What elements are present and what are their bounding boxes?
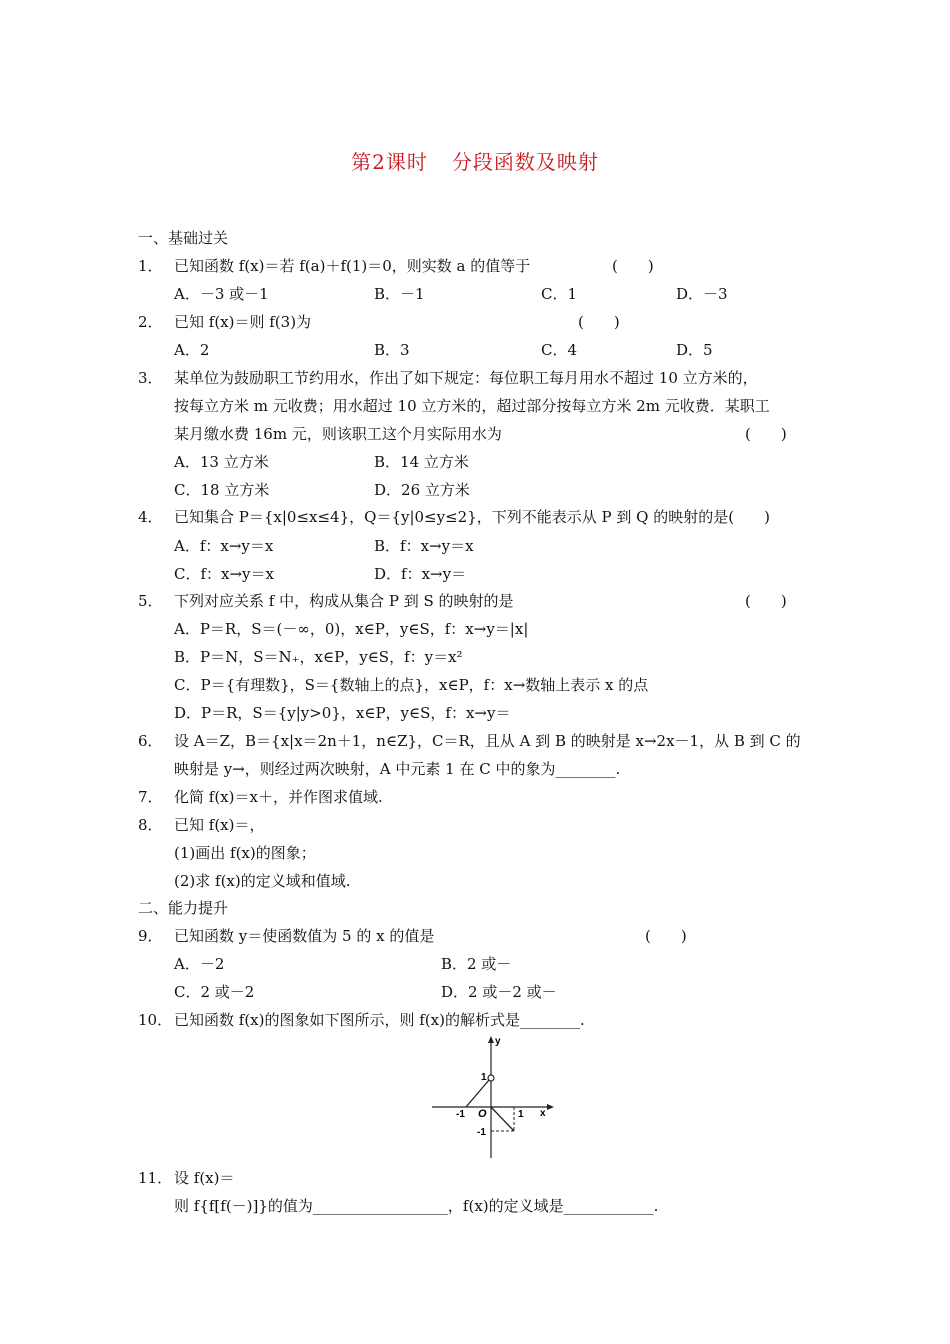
title-topic: 分段函数及映射	[451, 150, 599, 174]
q10-text: 已知函数 f(x)的图象如下图所示，则 f(x)的解析式是________.	[174, 1011, 585, 1029]
q6-line-2: 映射是 y→，则经过两次映射，A 中元素 1 在 C 中的象为________.	[174, 760, 621, 778]
q8-text: 已知 f(x)＝，	[174, 816, 265, 834]
q2-text: 已知 f(x)＝则 f(3)为	[174, 313, 312, 331]
tick-label-y-neg: -1	[477, 1127, 486, 1138]
q3-option-a: A．13 立方米	[174, 453, 269, 471]
q1-option-a: A．－3 或－1	[174, 285, 269, 303]
q4-text: 已知集合 P＝{x|0≤x≤4}，Q＝{y|0≤y≤2}，下列不能表示从 P 到 Q 的映射的是( )	[174, 508, 770, 526]
q6-number: 6．	[138, 732, 163, 750]
q3-option-c: C．18 立方米	[174, 481, 270, 499]
q11-text: 设 f(x)＝	[174, 1169, 235, 1187]
q9-option-a: A．－2	[174, 955, 225, 973]
x-axis-arrow-icon	[547, 1104, 554, 1110]
q5-option-d: D．P＝R，S＝{y|y>0}，x∈P，y∈S，f：x→y＝	[174, 704, 511, 722]
q1-answer-paren: ( )	[612, 257, 654, 275]
q3-answer-paren: ( )	[745, 425, 787, 443]
q10-function-graph	[428, 1034, 560, 1160]
q4-option-b: B．f：x→y＝x	[374, 537, 474, 555]
q3-option-b: B．14 立方米	[374, 453, 469, 471]
open-point-icon	[488, 1075, 494, 1081]
section-ability: 二、能力提升	[138, 899, 229, 917]
tick-label-x-pos: 1	[518, 1109, 524, 1120]
q7-number: 7．	[138, 788, 163, 806]
origin-label: O	[478, 1108, 487, 1120]
q1-option-c: C．1	[541, 285, 578, 303]
q3-line-2: 按每立方米 m 元收费；用水超过 10 立方米的，超过部分按每立方米 2m 元收费．某职工	[174, 397, 770, 415]
page-title	[0, 146, 950, 175]
q9-option-b: B．2 或－	[441, 955, 512, 973]
q2-option-a: A．2	[174, 341, 210, 359]
q4-option-c: C．f：x→y＝x	[174, 565, 274, 583]
q2-number: 2．	[138, 313, 163, 331]
q4-option-a: A．f：x→y＝x	[174, 537, 274, 555]
q4-number: 4．	[138, 508, 163, 526]
q7-text: 化简 f(x)＝x＋，并作图求值域.	[174, 788, 383, 806]
q5-answer-paren: ( )	[745, 592, 787, 610]
q8-part-2: (2)求 f(x)的定义域和值域.	[174, 872, 351, 890]
q6-line-1: 设 A＝Z，B＝{x|x＝2n＋1，n∈Z}，C＝R，且从 A 到 B 的映射是 x→2x－1，从 B 到 C 的	[174, 732, 801, 750]
y-axis-arrow-icon	[488, 1036, 494, 1043]
tick-label-x-neg: -1	[456, 1109, 465, 1120]
x-axis-label: x	[540, 1108, 546, 1119]
section-basic: 一、基础过关	[138, 229, 229, 247]
q2-answer-paren: ( )	[578, 313, 620, 331]
q5-number: 5．	[138, 592, 163, 610]
q9-text: 已知函数 y＝使函数值为 5 的 x 的值是	[174, 927, 435, 945]
q3-line-3: 某月缴水费 16m 元，则该职工这个月实际用水为	[174, 425, 502, 443]
q8-number: 8．	[138, 816, 163, 834]
y-axis-label: y	[495, 1036, 501, 1047]
q5-option-c: C．P＝{有理数}，S＝{数轴上的点}，x∈P，f：x→数轴上表示 x 的点	[174, 676, 649, 694]
title-lesson: 第2课时	[351, 150, 428, 174]
q9-number: 9．	[138, 927, 163, 945]
graph-segment-left	[466, 1080, 489, 1107]
q9-option-d: D．2 或－2 或－	[441, 983, 557, 1001]
q2-option-d: D．5	[676, 341, 713, 359]
q3-option-d: D．26 立方米	[374, 481, 470, 499]
q5-option-b: B．P＝N，S＝N₊，x∈P，y∈S，f：y＝x²	[174, 648, 463, 666]
q4-option-d: D．f：x→y＝	[374, 565, 467, 583]
q1-option-b: B．－1	[374, 285, 425, 303]
q1-text: 已知函数 f(x)＝若 f(a)＋f(1)＝0，则实数 a 的值等于	[174, 257, 531, 275]
q11-number: 11．	[138, 1169, 173, 1187]
q10-number: 10．	[138, 1011, 173, 1029]
q2-option-b: B．3	[374, 341, 410, 359]
q3-number: 3．	[138, 369, 163, 387]
q1-option-d: D．－3	[676, 285, 728, 303]
q5-text: 下列对应关系 f 中，构成从集合 P 到 S 的映射的是	[174, 592, 514, 610]
q9-option-c: C．2 或－2	[174, 983, 255, 1001]
tick-label-y-pos: 1	[481, 1072, 487, 1083]
q11-line-2: 则 f{f[f(－)]}的值为__________________，f(x)的定义域是____________.	[174, 1197, 659, 1215]
q2-option-c: C．4	[541, 341, 578, 359]
q9-answer-paren: ( )	[645, 927, 687, 945]
q8-part-1: (1)画出 f(x)的图象；	[174, 844, 316, 862]
q5-option-a: A．P＝R，S＝(－∞，0)，x∈P，y∈S，f：x→y＝|x|	[174, 620, 529, 638]
q3-line-1: 某单位为鼓励职工节约用水，作出了如下规定：每位职工每月用水不超过 10 立方米的，	[174, 369, 758, 387]
q1-number: 1．	[138, 257, 163, 275]
graph-segment-right	[491, 1107, 514, 1131]
